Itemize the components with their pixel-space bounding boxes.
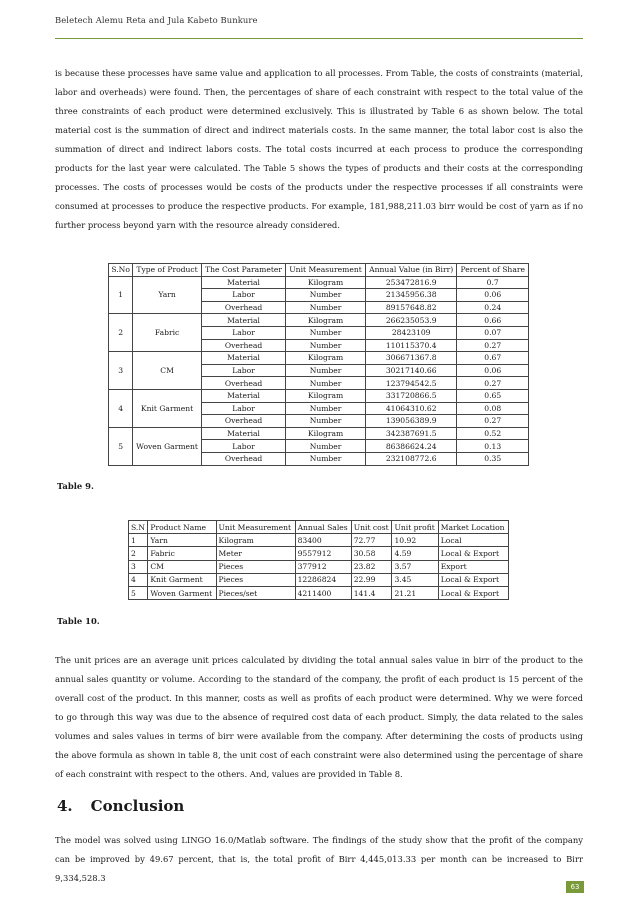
table-cell: Knit Garment [148, 573, 216, 586]
table-cell: 3 [129, 560, 148, 573]
table-cell: Woven Garment [148, 586, 216, 599]
table-cell: 22.99 [351, 573, 392, 586]
table-9-header-row [109, 264, 529, 277]
table-cell: Local & Export [438, 586, 508, 599]
table-cell: 0.07 [457, 326, 529, 339]
table-cell: 86386624.24 [365, 440, 457, 453]
table-cell: Overhead [201, 339, 285, 352]
table-9-header: The Cost Parameter [201, 264, 285, 277]
table-cell: Material [201, 427, 285, 440]
table-9-header: Type of Product [133, 264, 202, 277]
table-row [109, 314, 529, 327]
table-cell: 2 [129, 547, 148, 560]
table-cell: 5 [129, 586, 148, 599]
table-cell: 72.77 [351, 534, 392, 547]
table-cell: Pieces [216, 560, 295, 573]
table-row [129, 573, 509, 586]
table-row [109, 352, 529, 365]
table-9-sno: 2 [109, 314, 133, 352]
running-head: Beletech Alemu Reta and Jula Kabeto Bunkure [55, 15, 258, 25]
table-cell: Material [201, 389, 285, 402]
table-cell: 123794542.5 [365, 377, 457, 390]
table-cell: 12286824 [295, 573, 351, 586]
table-cell: Kilogram [286, 427, 366, 440]
table-cell: Labor [201, 440, 285, 453]
table-cell: 266235053.9 [365, 314, 457, 327]
table-row [109, 427, 529, 440]
table-10-header-row [129, 521, 509, 534]
table-cell: 331720866.5 [365, 389, 457, 402]
table-cell: Number [286, 326, 366, 339]
table-10-header: Unit Measurement [216, 521, 295, 534]
table-cell: Pieces/set [216, 586, 295, 599]
table-cell: CM [148, 560, 216, 573]
header-rule [55, 38, 583, 39]
table-9-product: CM [133, 352, 202, 390]
table-cell: 41064310.62 [365, 402, 457, 415]
table-10-header: S.N [129, 521, 148, 534]
table-9-product: Fabric [133, 314, 202, 352]
table-cell: Overhead [201, 377, 285, 390]
table-cell: Kilogram [286, 352, 366, 365]
table-10-caption: Table 10. [57, 616, 100, 626]
table-cell: Kilogram [286, 314, 366, 327]
table-cell: 0.35 [457, 452, 529, 465]
table-cell: 0.06 [457, 289, 529, 302]
body-paragraph-2: The unit prices are an average unit prices calculated by dividing the total annual sales value in birr of the product to the annual sales quantity or volume. According to the standard of the company, the profit of each product is 15 percent of the overall cost of the product. In this manner, costs as well as profits of each product were determined. Why we were forced to go through this way was due to the absence of required cost data of each product. Simply, the data related to the sales volumes and sales values in terms of birr were available from the company. After determining the costs of products using the above formula as shown in table 8, the unit cost of each constraint were also determined using the percentage of share of each constraint with respect to the others. And, values are provided in Table 8. [55, 655, 583, 779]
table-cell: 3.57 [392, 560, 438, 573]
table-cell: 4.59 [392, 547, 438, 560]
table-cell: Kilogram [216, 534, 295, 547]
table-9-sno: 5 [109, 427, 133, 465]
table-cell: 0.08 [457, 402, 529, 415]
table-cell: Material [201, 352, 285, 365]
table-cell: 0.13 [457, 440, 529, 453]
table-cell: Number [286, 339, 366, 352]
table-cell: Kilogram [286, 276, 366, 289]
table-cell: 89157648.82 [365, 301, 457, 314]
section-number: 4. [57, 797, 73, 815]
table-row [129, 586, 509, 599]
table-cell: 4211400 [295, 586, 351, 599]
table-9-caption: Table 9. [57, 481, 94, 491]
table-cell: Labor [201, 289, 285, 302]
table-cell: 83400 [295, 534, 351, 547]
table-row [129, 534, 509, 547]
table-cell: 0.27 [457, 415, 529, 428]
table-cell: 1 [129, 534, 148, 547]
body-paragraph-1: is because these processes have same value and application to all processes. From Table, the costs of constraints (material, labor and overheads) were found. Then, the percentages of share of each constraint with respect to the total value of the three constraints of each product were determined exclusively. This is illustrated by Table 6 as shown below. The total material cost is the summation of direct and indirect materials costs. In the same manner, the total labor cost is also the summation of direct and indirect labors costs. The total costs incurred at each process to produce the corresponding products for the last year were calculated. The Table 5 shows the types of products and their costs at the corresponding processes. The costs of processes would be costs of the products under the respective processes if all constraints were consumed at processes to produce the respective products. For example, 181,988,211.03 birr would be cost of yarn as if no further process beyond yarn with the resource already considered. [55, 68, 583, 230]
table-cell: 141.4 [351, 586, 392, 599]
table-cell: Number [286, 415, 366, 428]
table-cell: 0.06 [457, 364, 529, 377]
table-cell: Labor [201, 364, 285, 377]
table-cell: 0.52 [457, 427, 529, 440]
table-cell: Number [286, 289, 366, 302]
table-cell: 23.82 [351, 560, 392, 573]
table-cell: 30.58 [351, 547, 392, 560]
table-cell: Overhead [201, 415, 285, 428]
table-row [129, 560, 509, 573]
table-cell: 253472816.9 [365, 276, 457, 289]
table-row [109, 389, 529, 402]
table-10-header: Unit profit [392, 521, 438, 534]
table-cell: 9557912 [295, 547, 351, 560]
table-cell: Labor [201, 402, 285, 415]
body-paragraph-3: The model was solved using LINGO 16.0/Matlab software. The findings of the study show that the profit of the company can be improved by 49.67 percent, that is, the total profit of Birr 4,445,013.33 per month can be increased to Birr 9,334,528.3 [55, 835, 583, 883]
table-row [109, 276, 529, 289]
table-9-header: Annual Value (in Birr) [365, 264, 457, 277]
table-cell: Pieces [216, 573, 295, 586]
table-cell: 0.66 [457, 314, 529, 327]
table-cell: Material [201, 276, 285, 289]
table-9-sno: 1 [109, 276, 133, 314]
table-cell: 0.24 [457, 301, 529, 314]
table-cell: Material [201, 314, 285, 327]
section-heading [57, 797, 184, 815]
table-cell: 0.67 [457, 352, 529, 365]
table-cell: 0.27 [457, 377, 529, 390]
table-cell: Export [438, 560, 508, 573]
page-number-badge: 63 [566, 881, 584, 893]
table-9 [108, 263, 529, 466]
table-cell: Labor [201, 326, 285, 339]
table-cell: Meter [216, 547, 295, 560]
table-10-header: Unit cost [351, 521, 392, 534]
table-cell: Local [438, 534, 508, 547]
table-cell: Number [286, 364, 366, 377]
table-cell: Fabric [148, 547, 216, 560]
section-title: Conclusion [90, 797, 185, 815]
table-cell: 21345956.38 [365, 289, 457, 302]
table-cell: Local & Export [438, 573, 508, 586]
table-cell: 377912 [295, 560, 351, 573]
table-9-header: Unit Measurement [286, 264, 366, 277]
table-10 [128, 520, 509, 600]
table-cell: 3.45 [392, 573, 438, 586]
table-cell: Kilogram [286, 389, 366, 402]
table-cell: Local & Export [438, 547, 508, 560]
table-9-product: Yarn [133, 276, 202, 314]
table-cell: Number [286, 402, 366, 415]
table-cell: 139056389.9 [365, 415, 457, 428]
table-cell: 232108772.6 [365, 452, 457, 465]
table-cell: 4 [129, 573, 148, 586]
table-cell: 0.27 [457, 339, 529, 352]
table-cell: Number [286, 452, 366, 465]
table-10-header: Product Name [148, 521, 216, 534]
table-cell: Number [286, 440, 366, 453]
table-9-product: Woven Garment [133, 427, 202, 465]
table-cell: 28423109 [365, 326, 457, 339]
table-cell: 10.92 [392, 534, 438, 547]
table-cell: 30217140.66 [365, 364, 457, 377]
table-cell: 21.21 [392, 586, 438, 599]
table-cell: Yarn [148, 534, 216, 547]
table-cell: Number [286, 301, 366, 314]
table-9-header: S.No [109, 264, 133, 277]
table-9-product: Knit Garment [133, 389, 202, 427]
table-cell: 306671367.8 [365, 352, 457, 365]
table-row [129, 547, 509, 560]
table-cell: Overhead [201, 301, 285, 314]
table-cell: 342387691.5 [365, 427, 457, 440]
table-10-header: Market Location [438, 521, 508, 534]
table-cell: 0.65 [457, 389, 529, 402]
table-9-sno: 4 [109, 389, 133, 427]
table-cell: 0.7 [457, 276, 529, 289]
table-9-header: Percent of Share [457, 264, 529, 277]
table-cell: Number [286, 377, 366, 390]
table-10-header: Annual Sales [295, 521, 351, 534]
table-9-sno: 3 [109, 352, 133, 390]
table-cell: 110115370.4 [365, 339, 457, 352]
table-cell: Overhead [201, 452, 285, 465]
